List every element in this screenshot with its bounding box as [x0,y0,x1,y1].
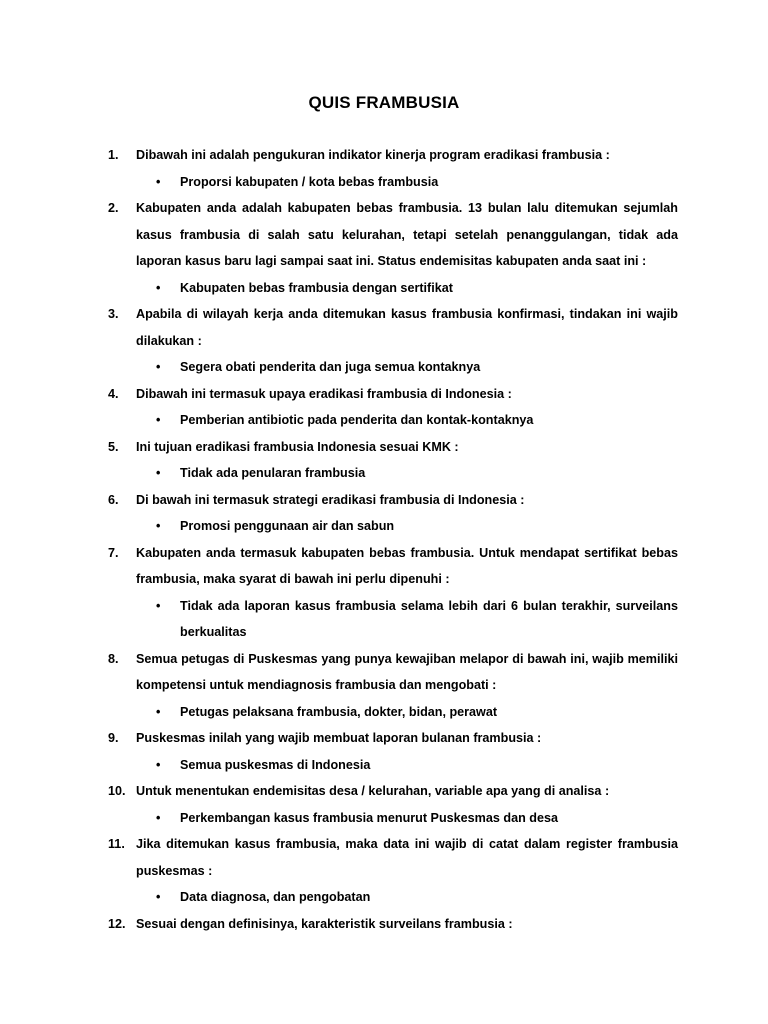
bullet-icon: • [156,890,161,904]
answer-item [108,169,678,196]
question-number: 8. [108,651,119,666]
answer-item [108,407,678,434]
question-number: 1. [108,148,119,162]
answer-item [108,275,678,302]
question-item [108,911,678,938]
question-text: Puskesmas inilah yang wajib membuat laporan bulanan frambusia : [136,731,542,745]
answer-text: Petugas pelaksana frambusia, dokter, bidan, perawat [180,704,498,719]
answer-text: Tidak ada laporan kasus frambusia selama lebih dari 6 bulan terakhir, surveilans berkualitas [180,598,678,639]
question-text: Apabila di wilayah kerja anda ditemukan kasus frambusia konfirmasi, tindakan ini wajib dilakukan : [136,307,678,348]
question-text: Kabupaten anda adalah kabupaten bebas frambusia. 13 bulan lalu ditemukan sejumlah kasus frambusia di salah satu kelurahan, tetapi setelah penanggulangan, tidak ada laporan kasus baru lagi sampai saat ini. Status endemisitas kabupaten anda saat ini : [136,201,678,268]
bullet-icon: • [156,598,161,613]
question-text: Dibawah ini termasuk upaya eradikasi frambusia di Indonesia : [136,386,512,401]
bullet-icon: • [156,519,161,533]
question-text: Dibawah ini adalah pengukuran indikator kinerja program eradikasi frambusia : [136,148,610,162]
answer-text: Tidak ada penularan frambusia [180,466,366,480]
answer-item [108,884,678,911]
question-item [108,831,678,884]
question-item [108,646,678,699]
page-title: QUIS FRAMBUSIA [308,93,460,112]
bullet-icon: • [156,757,161,772]
answer-item [108,593,678,646]
answer-item [108,805,678,832]
question-number: 2. [108,201,119,215]
question-text: Jika ditemukan kasus frambusia, maka data ini wajib di catat dalam register frambusia puskesmas : [136,837,678,878]
question-item [108,540,678,593]
question-text: Untuk menentukan endemisitas desa / kelurahan, variable apa yang di analisa : [136,784,610,798]
answer-item [108,460,678,487]
question-number: 10. [108,784,126,798]
answer-text: Pemberian antibiotic pada penderita dan kontak-kontaknya [180,413,534,427]
question-number: 7. [108,545,119,560]
question-text: Sesuai dengan definisinya, karakteristik surveilans frambusia : [136,916,513,931]
bullet-icon: • [156,704,161,719]
answer-item [108,699,678,726]
question-item [108,381,678,408]
question-item [108,195,678,275]
question-item [108,487,678,514]
bullet-icon: • [156,174,161,189]
bullet-icon: • [156,280,161,295]
answer-text: Perkembangan kasus frambusia menurut Puskesmas dan desa [180,810,558,825]
question-number: 4. [108,386,119,401]
bullet-icon: • [156,810,161,825]
question-number: 9. [108,731,119,745]
question-text: Di bawah ini termasuk strategi eradikasi frambusia di Indonesia : [136,492,525,507]
question-number: 5. [108,439,119,454]
question-item [108,301,678,354]
bullet-icon: • [156,360,161,374]
question-number: 12. [108,916,126,931]
question-item [108,142,678,169]
question-list [108,142,678,937]
answer-text: Proporsi kabupaten / kota bebas frambusia [180,174,439,189]
question-text: Kabupaten anda termasuk kabupaten bebas frambusia. Untuk mendapat sertifikat bebas frambusia, maka syarat di bawah ini perlu dipenuhi : [136,545,678,586]
answer-text: Semua puskesmas di Indonesia [180,757,371,772]
bullet-icon: • [156,413,161,427]
answer-text: Data diagnosa, dan pengobatan [180,890,371,904]
question-item [108,778,678,805]
question-text: Ini tujuan eradikasi frambusia Indonesia sesuai KMK : [136,439,459,454]
answer-item [108,513,678,540]
answer-text: Kabupaten bebas frambusia dengan sertifikat [180,280,453,295]
question-item [108,725,678,752]
question-text: Semua petugas di Puskesmas yang punya kewajiban melapor di bawah ini, wajib memiliki kompetensi untuk mendiagnosis frambusia dan mengobati : [136,651,678,692]
question-number: 6. [108,492,119,507]
answer-text: Promosi penggunaan air dan sabun [180,519,395,533]
question-number: 3. [108,307,119,321]
answer-text: Segera obati penderita dan juga semua kontaknya [180,360,481,374]
bullet-icon: • [156,466,161,480]
answer-item [108,752,678,779]
answer-item [108,354,678,381]
question-number: 11. [108,837,125,851]
question-item [108,434,678,461]
